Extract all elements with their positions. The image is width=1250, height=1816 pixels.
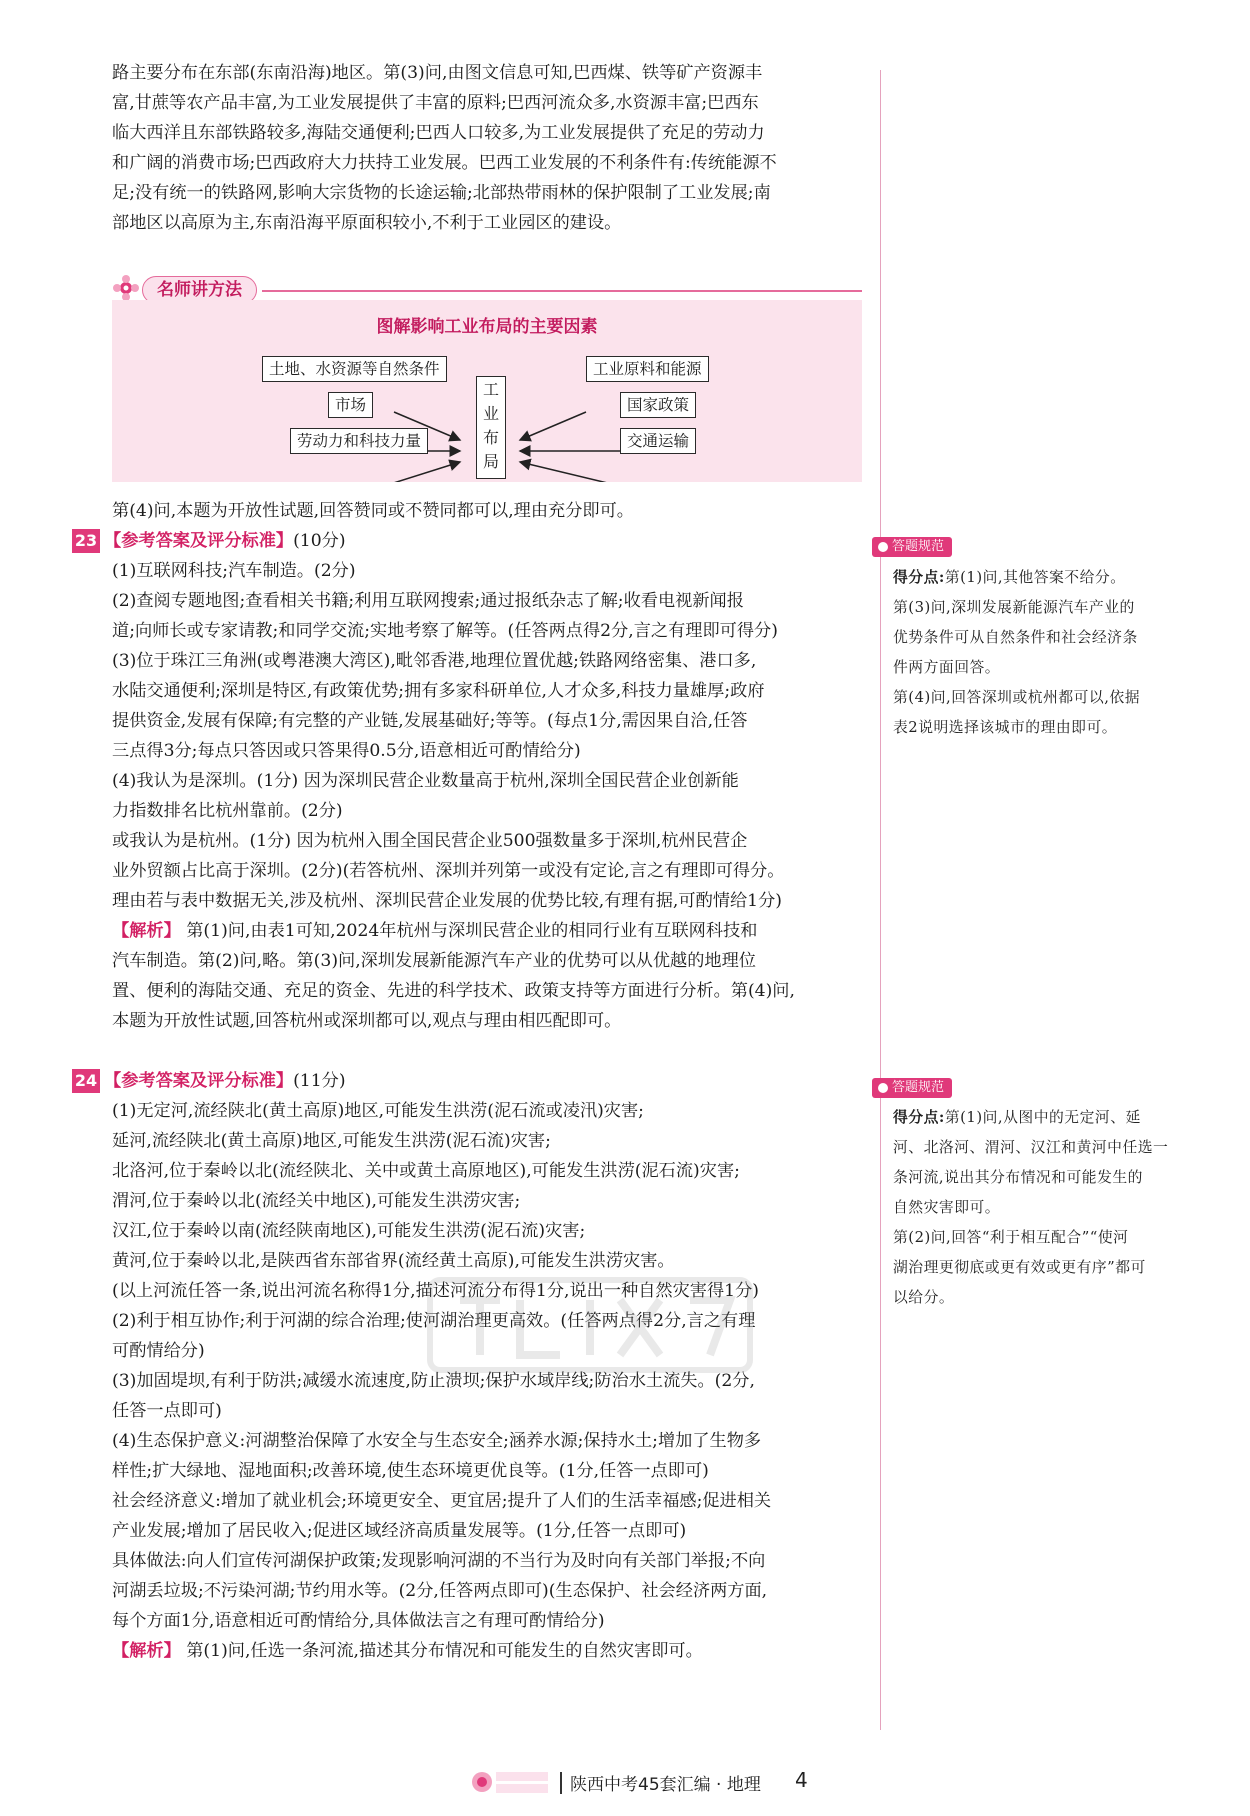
text-line: 力指数排名比杭州靠前。(2分) [112, 801, 343, 821]
side-text: 第(2)问,回答“利于相互配合”“使河 [893, 1229, 1129, 1246]
text-line: 理由若与表中数据无关,涉及杭州、深圳民营企业发展的优势比较,有理有据,可酌情给1分) [112, 891, 782, 911]
center-box: 工业布局 [476, 376, 506, 479]
text-line: 延河,流经陕北(黄土高原)地区,可能发生洪涝(泥石流)灾害; [112, 1131, 551, 1151]
side-text: 表2说明选择该城市的理由即可。 [893, 719, 1118, 736]
side-text: 自然灾害即可。 [893, 1199, 1001, 1216]
text-line: (1)互联网科技;汽车制造。(2分) [112, 561, 356, 581]
text-line: (3)位于珠江三角洲(或粤港澳大湾区),毗邻香港,地理位置优越;铁路网络密集、港口多, [112, 651, 757, 671]
analysis-text: 第(1)问,由表1可知,2024年杭州与深圳民营企业的相同行业有互联网科技和 [186, 921, 758, 941]
factor-box-policy: 国家政策 [620, 392, 696, 418]
text-line: 本题为开放性试题,回答杭州或深圳都可以,观点与理由相匹配即可。 [112, 1011, 622, 1031]
analysis-tag: 【解析】 [112, 921, 181, 941]
text-line: 河湖丢垃圾;不污染河湖;节约用水等。(2分,任答两点即可)(生态保护、社会经济两方面, [112, 1581, 768, 1601]
analysis-line [112, 916, 757, 946]
text-line: 渭河,位于秦岭以北(流经关中地区),可能发生洪涝灾害; [112, 1191, 521, 1211]
question-number: 24 [72, 1069, 100, 1093]
analysis-line [112, 1636, 703, 1666]
analysis-text: 第(1)问,任选一条河流,描述其分布情况和可能发生的自然灾害即可。 [186, 1641, 703, 1661]
side-text: 件两方面回答。 [893, 659, 1001, 676]
text-line: (2)查阅专题地图;查看相关书籍;利用互联网搜索;通过报纸杂志了解;收看电视新闻报 [112, 591, 744, 611]
score: (10分) [293, 531, 346, 551]
text-line: (1)无定河,流经陕北(黄土高原)地区,可能发生洪涝(泥石流或凌汛)灾害; [112, 1101, 644, 1121]
bullet-icon [878, 542, 888, 552]
side-text: 河、北洛河、渭河、汉江和黄河中任选一 [893, 1139, 1169, 1156]
answer-title: 【参考答案及评分标准】 [104, 1071, 294, 1091]
answer-norm-tag: 答题规范 [872, 537, 952, 557]
text-line: 可酌情给分) [112, 1341, 205, 1361]
book-title: 陕西中考45套汇编 · 地理 [570, 1775, 761, 1795]
text-line: 或我认为是杭州。(1分) 因为杭州入围全国民营企业500强数量多于深圳,杭州民营企 [112, 831, 748, 851]
text-line: 产业发展;增加了居民收入;促进区域经济高质量发展等。(1分,任答一点即可) [112, 1521, 687, 1541]
text-line: 水陆交通便利;深圳是特区,有政策优势;拥有多家科研单位,人才众多,科技力量雄厚;政府 [112, 681, 765, 701]
text-line: 黄河,位于秦岭以北,是陕西省东部省界(流经黄土高原),可能发生洪涝灾害。 [112, 1251, 675, 1271]
side-text: 第(1)问,其他答案不给分。 [944, 569, 1126, 586]
text-line: 富,甘蔗等农产品丰富,为工业发展提供了丰富的原料;巴西河流众多,水资源丰富;巴西东 [112, 93, 759, 113]
side-text: 第(4)问,回答深圳或杭州都可以,依据 [893, 689, 1141, 706]
text-line: 临大西洋且东部铁路较多,海陆交通便利;巴西人口较多,为工业发展提供了充足的劳动力 [112, 123, 765, 143]
text-line: 三点得3分;每点只答因或只答果得0.5分,语意相近可酌情给分) [112, 741, 581, 761]
flower-icon [112, 274, 140, 302]
text-line: 道;向师长或专家请教;和同学交流;实地考察了解等。(任答两点得2分,言之有理即可得分) [112, 621, 778, 641]
text-line: (2)利于相互协作;利于河湖的综合治理;使河湖治理更高效。(任答两点得2分,言之有理 [112, 1311, 756, 1331]
text-line: 置、便利的海陆交通、充足的资金、先进的科学技术、政策支持等方面进行分析。第(4)问, [112, 981, 795, 1001]
text-line: 业外贸额占比高于深圳。(2分)(若答杭州、深圳并列第一或没有定论,言之有理即可得分。 [112, 861, 785, 881]
score: (11分) [293, 1071, 346, 1091]
question-number: 23 [72, 529, 100, 553]
method-tag: 名师讲方法 [142, 276, 257, 304]
text-line: 提供资金,发展有保障;有完整的产业链,发展基础好;等等。(每点1分,需因果自洽,任答 [112, 711, 748, 731]
text-line: (3)加固堤坝,有利于防洪;减缓水流速度,防止溃坝;保护水域岸线;防治水土流失。(2分, [112, 1371, 755, 1391]
text-line: 汽车制造。第(2)问,略。第(3)问,深圳发展新能源汽车产业的优势可以从优越的地理位 [112, 951, 756, 971]
factor-box-materials-energy: 工业原料和能源 [586, 356, 709, 382]
page-number: 4 [795, 1768, 808, 1792]
method-rule [262, 290, 862, 292]
text-line: 社会经济意义:增加了就业机会;环境更安全、更宜居;提升了人们的生活幸福感;促进相关 [112, 1491, 772, 1511]
side-text: 优势条件可从自然条件和社会经济条 [893, 629, 1138, 646]
answer-norm-tag: 答题规范 [872, 1078, 952, 1098]
analysis-tag: 【解析】 [112, 1641, 181, 1661]
text-line: 路主要分布在东部(东南沿海)地区。第(3)问,由图文信息可知,巴西煤、铁等矿产资源丰 [112, 63, 763, 83]
answer-title: 【参考答案及评分标准】 [104, 531, 294, 551]
text-line: 任答一点即可) [112, 1401, 222, 1421]
side-text: 以给分。 [893, 1289, 955, 1306]
side-note-tag [862, 537, 974, 557]
industry-layout-diagram [112, 300, 862, 482]
side-text: 湖治理更彻底或更有效或更有序”都可 [893, 1259, 1146, 1276]
publisher-logo [470, 1766, 550, 1798]
side-text: 第(1)问,从图中的无定河、延 [944, 1109, 1141, 1126]
side-note-tag [862, 1078, 974, 1098]
text-line: 北洛河,位于秦岭以北(流经陕北、关中或黄土高原地区),可能发生洪涝(泥石流)灾害; [112, 1161, 740, 1181]
factor-box-market: 市场 [328, 392, 373, 418]
column-divider [880, 70, 881, 1730]
watermark-logo [420, 1270, 760, 1380]
text-line: (4)生态保护意义:河湖整治保障了水安全与生态安全;涵养水源;保持水土;增加了生物多 [112, 1431, 762, 1451]
text-line: 汉江,位于秦岭以南(流经陕南地区),可能发生洪涝(泥石流)灾害; [112, 1221, 586, 1241]
side-text: 第(3)问,深圳发展新能源汽车产业的 [893, 599, 1135, 616]
factor-box-natural: 土地、水资源等自然条件 [262, 356, 447, 382]
diagram-title: 图解影响工业布局的主要因素 [376, 317, 598, 337]
text-line: 和广阔的消费市场;巴西政府大力扶持工业发展。巴西工业发展的不利条件有:传统能源不 [112, 153, 777, 173]
side-text: 条河流,说出其分布情况和可能发生的 [893, 1169, 1143, 1186]
text-line: 部地区以高原为主,东南沿海平原面积较小,不利于工业园区的建设。 [112, 213, 622, 233]
text-line: 第(4)问,本题为开放性试题,回答赞同或不赞同都可以,理由充分即可。 [112, 501, 634, 521]
footer-separator [560, 1772, 562, 1794]
factor-box-labor-tech: 劳动力和科技力量 [290, 428, 428, 454]
text-line: (4)我认为是深圳。(1分) 因为深圳民营企业数量高于杭州,深圳全国民营企业创新能 [112, 771, 739, 791]
text-line: (以上河流任答一条,说出河流名称得1分,描述河流分布得1分,说出一种自然灾害得1分) [112, 1281, 759, 1301]
text-line: 足;没有统一的铁路网,影响大宗货物的长途运输;北部热带雨林的保护限制了工业发展;南 [112, 183, 771, 203]
text-line: 样性;扩大绿地、湿地面积;改善环境,使生态环境更优良等。(1分,任答一点即可) [112, 1461, 709, 1481]
side-lead: 得分点: [893, 569, 945, 586]
text-line: 具体做法:向人们宣传河湖保护政策;发现影响河湖的不当行为及时向有关部门举报;不向 [112, 1551, 766, 1571]
factor-box-transport: 交通运输 [620, 428, 696, 454]
bullet-icon [878, 1083, 888, 1093]
text-line: 每个方面1分,语意相近可酌情给分,具体做法言之有理可酌情给分) [112, 1611, 605, 1631]
side-lead: 得分点: [893, 1109, 945, 1126]
